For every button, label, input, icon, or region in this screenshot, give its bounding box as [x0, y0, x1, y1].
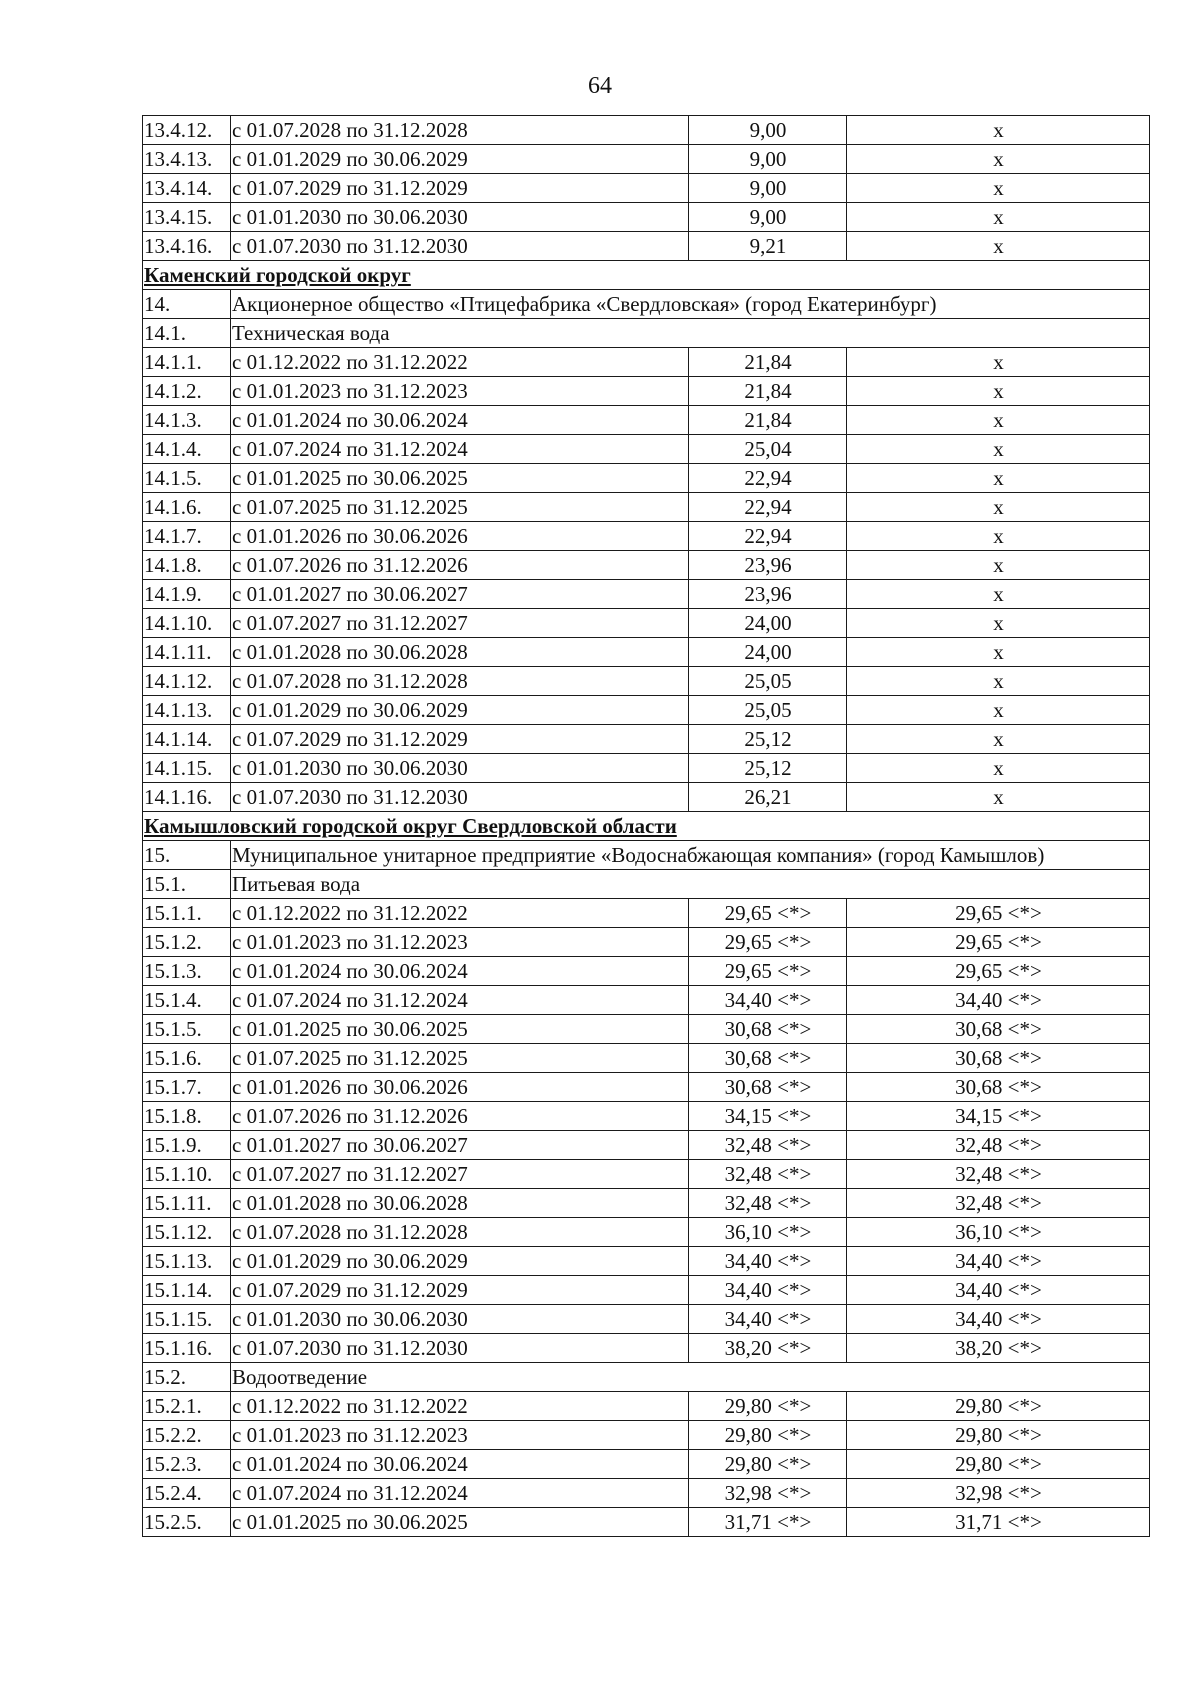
group-row	[143, 290, 1150, 319]
row-code: 15.1.9.	[143, 1131, 231, 1160]
table-row	[143, 1450, 1150, 1479]
row-code: 14.1.7.	[143, 522, 231, 551]
row-value-1: 9,00	[689, 116, 847, 145]
row-value-2: 34,15 <*>	[847, 1102, 1150, 1131]
table-row	[143, 551, 1150, 580]
row-value-1: 29,80 <*>	[689, 1421, 847, 1450]
row-value-2: х	[847, 377, 1150, 406]
row-period: с 01.07.2029 по 31.12.2029	[231, 174, 689, 203]
row-value-2: 29,65 <*>	[847, 899, 1150, 928]
table-row	[143, 1218, 1150, 1247]
row-value-2: х	[847, 406, 1150, 435]
row-value-1: 34,40 <*>	[689, 1276, 847, 1305]
row-value-1: 36,10 <*>	[689, 1218, 847, 1247]
row-code: 14.1.14.	[143, 725, 231, 754]
table-row	[143, 435, 1150, 464]
table-row	[143, 1421, 1150, 1450]
row-period: с 01.01.2030 по 30.06.2030	[231, 203, 689, 232]
row-code: 13.4.13.	[143, 145, 231, 174]
row-period: с 01.07.2025 по 31.12.2025	[231, 1044, 689, 1073]
row-code: 15.1.6.	[143, 1044, 231, 1073]
row-period: с 01.01.2026 по 30.06.2026	[231, 1073, 689, 1102]
group-code: 15.2.	[143, 1363, 231, 1392]
row-value-1: 29,65 <*>	[689, 957, 847, 986]
row-code: 13.4.16.	[143, 232, 231, 261]
row-code: 14.1.1.	[143, 348, 231, 377]
row-value-1: 38,20 <*>	[689, 1334, 847, 1363]
table-row	[143, 725, 1150, 754]
table-row	[143, 754, 1150, 783]
row-value-1: 21,84	[689, 348, 847, 377]
row-period: с 01.07.2030 по 31.12.2030	[231, 232, 689, 261]
table-row	[143, 1479, 1150, 1508]
group-title: Питьевая вода	[231, 870, 1150, 899]
row-value-2: 30,68 <*>	[847, 1044, 1150, 1073]
row-period: с 01.01.2030 по 30.06.2030	[231, 754, 689, 783]
row-value-1: 34,15 <*>	[689, 1102, 847, 1131]
group-title: Муниципальное унитарное предприятие «Водоснабжающая компания» (город Камышлов)	[231, 841, 1150, 870]
table-row	[143, 174, 1150, 203]
row-value-2: 29,80 <*>	[847, 1421, 1150, 1450]
row-value-2: х	[847, 580, 1150, 609]
row-value-2: 30,68 <*>	[847, 1073, 1150, 1102]
table-row	[143, 1305, 1150, 1334]
row-code: 14.1.4.	[143, 435, 231, 464]
row-value-2: 29,65 <*>	[847, 928, 1150, 957]
row-value-2: 30,68 <*>	[847, 1015, 1150, 1044]
row-value-1: 30,68 <*>	[689, 1073, 847, 1102]
row-period: с 01.01.2025 по 30.06.2025	[231, 1015, 689, 1044]
row-value-2: х	[847, 203, 1150, 232]
row-code: 13.4.15.	[143, 203, 231, 232]
row-period: с 01.07.2029 по 31.12.2029	[231, 1276, 689, 1305]
table-row	[143, 348, 1150, 377]
row-value-2: х	[847, 667, 1150, 696]
row-value-1: 24,00	[689, 638, 847, 667]
table-row	[143, 957, 1150, 986]
row-code: 15.1.10.	[143, 1160, 231, 1189]
row-value-1: 32,48 <*>	[689, 1131, 847, 1160]
row-period: с 01.12.2022 по 31.12.2022	[231, 1392, 689, 1421]
row-value-1: 25,05	[689, 696, 847, 725]
group-row	[143, 841, 1150, 870]
row-value-1: 29,65 <*>	[689, 899, 847, 928]
row-value-1: 23,96	[689, 580, 847, 609]
row-period: с 01.07.2028 по 31.12.2028	[231, 667, 689, 696]
row-value-1: 29,80 <*>	[689, 1392, 847, 1421]
group-row	[143, 319, 1150, 348]
section-heading-row	[143, 812, 1150, 841]
row-value-2: 32,48 <*>	[847, 1160, 1150, 1189]
row-code: 14.1.6.	[143, 493, 231, 522]
row-value-1: 32,48 <*>	[689, 1189, 847, 1218]
row-code: 15.2.5.	[143, 1508, 231, 1537]
row-code: 15.1.11.	[143, 1189, 231, 1218]
row-code: 15.1.15.	[143, 1305, 231, 1334]
row-code: 15.1.7.	[143, 1073, 231, 1102]
table-row	[143, 1160, 1150, 1189]
row-period: с 01.01.2029 по 30.06.2029	[231, 145, 689, 174]
row-code: 14.1.11.	[143, 638, 231, 667]
group-title: Водоотведение	[231, 1363, 1150, 1392]
row-value-2: х	[847, 522, 1150, 551]
group-code: 15.	[143, 841, 231, 870]
row-period: с 01.12.2022 по 31.12.2022	[231, 348, 689, 377]
table-row	[143, 406, 1150, 435]
row-value-2: 38,20 <*>	[847, 1334, 1150, 1363]
row-value-2: х	[847, 116, 1150, 145]
row-code: 15.1.4.	[143, 986, 231, 1015]
table-row	[143, 493, 1150, 522]
table-row	[143, 1044, 1150, 1073]
row-code: 13.4.12.	[143, 116, 231, 145]
row-period: с 01.07.2024 по 31.12.2024	[231, 986, 689, 1015]
row-code: 14.1.12.	[143, 667, 231, 696]
row-value-1: 9,00	[689, 145, 847, 174]
row-period: с 01.07.2028 по 31.12.2028	[231, 1218, 689, 1247]
row-period: с 01.01.2027 по 30.06.2027	[231, 580, 689, 609]
row-period: с 01.01.2024 по 30.06.2024	[231, 406, 689, 435]
row-value-2: 34,40 <*>	[847, 1247, 1150, 1276]
table-row	[143, 667, 1150, 696]
table-row	[143, 696, 1150, 725]
row-period: с 01.01.2029 по 30.06.2029	[231, 696, 689, 725]
row-value-1: 22,94	[689, 464, 847, 493]
row-code: 14.1.5.	[143, 464, 231, 493]
row-code: 15.1.2.	[143, 928, 231, 957]
row-code: 14.1.2.	[143, 377, 231, 406]
row-code: 15.2.1.	[143, 1392, 231, 1421]
row-value-2: х	[847, 609, 1150, 638]
row-value-1: 25,12	[689, 725, 847, 754]
row-period: с 01.01.2027 по 30.06.2027	[231, 1131, 689, 1160]
group-row	[143, 870, 1150, 899]
row-value-1: 21,84	[689, 377, 847, 406]
section-heading: Каменский городской округ	[143, 261, 1150, 290]
row-code: 14.1.16.	[143, 783, 231, 812]
row-value-1: 30,68 <*>	[689, 1015, 847, 1044]
row-code: 15.2.4.	[143, 1479, 231, 1508]
row-value-2: х	[847, 464, 1150, 493]
row-code: 15.1.14.	[143, 1276, 231, 1305]
table-row	[143, 986, 1150, 1015]
row-value-1: 32,48 <*>	[689, 1160, 847, 1189]
row-value-2: х	[847, 145, 1150, 174]
row-value-2: 34,40 <*>	[847, 1305, 1150, 1334]
row-code: 13.4.14.	[143, 174, 231, 203]
table-row	[143, 1247, 1150, 1276]
table-row	[143, 1276, 1150, 1305]
row-value-1: 9,00	[689, 203, 847, 232]
row-value-1: 22,94	[689, 522, 847, 551]
table-row	[143, 783, 1150, 812]
table-row	[143, 1131, 1150, 1160]
row-value-1: 31,71 <*>	[689, 1508, 847, 1537]
row-period: с 01.01.2030 по 30.06.2030	[231, 1305, 689, 1334]
row-period: с 01.07.2030 по 31.12.2030	[231, 783, 689, 812]
row-code: 15.1.13.	[143, 1247, 231, 1276]
row-value-1: 9,21	[689, 232, 847, 261]
row-value-1: 22,94	[689, 493, 847, 522]
row-value-2: х	[847, 725, 1150, 754]
row-value-2: 29,80 <*>	[847, 1450, 1150, 1479]
row-code: 15.1.12.	[143, 1218, 231, 1247]
row-value-2: х	[847, 696, 1150, 725]
row-period: с 01.01.2025 по 30.06.2025	[231, 464, 689, 493]
row-value-1: 29,80 <*>	[689, 1450, 847, 1479]
row-value-1: 23,96	[689, 551, 847, 580]
row-code: 15.1.1.	[143, 899, 231, 928]
table-row	[143, 928, 1150, 957]
row-value-1: 26,21	[689, 783, 847, 812]
row-code: 15.2.3.	[143, 1450, 231, 1479]
table-row	[143, 145, 1150, 174]
row-period: с 01.01.2028 по 30.06.2028	[231, 1189, 689, 1218]
row-code: 14.1.9.	[143, 580, 231, 609]
row-value-1: 25,04	[689, 435, 847, 464]
row-value-1: 24,00	[689, 609, 847, 638]
row-period: с 01.01.2028 по 30.06.2028	[231, 638, 689, 667]
row-period: с 01.07.2029 по 31.12.2029	[231, 725, 689, 754]
group-code: 15.1.	[143, 870, 231, 899]
row-period: с 01.01.2024 по 30.06.2024	[231, 1450, 689, 1479]
row-code: 14.1.8.	[143, 551, 231, 580]
group-title: Акционерное общество «Птицефабрика «Свердловская» (город Екатеринбург)	[231, 290, 1150, 319]
row-value-2: 29,65 <*>	[847, 957, 1150, 986]
row-value-1: 30,68 <*>	[689, 1044, 847, 1073]
row-value-2: х	[847, 638, 1150, 667]
row-value-1: 29,65 <*>	[689, 928, 847, 957]
row-code: 14.1.13.	[143, 696, 231, 725]
table-row	[143, 1189, 1150, 1218]
row-period: с 01.01.2026 по 30.06.2026	[231, 522, 689, 551]
row-value-2: х	[847, 754, 1150, 783]
row-value-1: 21,84	[689, 406, 847, 435]
group-code: 14.	[143, 290, 231, 319]
table-row	[143, 232, 1150, 261]
row-value-1: 25,12	[689, 754, 847, 783]
row-period: с 01.01.2023 по 31.12.2023	[231, 1421, 689, 1450]
table-row	[143, 1392, 1150, 1421]
row-value-2: 32,48 <*>	[847, 1131, 1150, 1160]
row-value-1: 34,40 <*>	[689, 1305, 847, 1334]
row-period: с 01.07.2026 по 31.12.2026	[231, 1102, 689, 1131]
table-row	[143, 1334, 1150, 1363]
row-period: с 01.07.2026 по 31.12.2026	[231, 551, 689, 580]
row-value-2: х	[847, 348, 1150, 377]
row-period: с 01.12.2022 по 31.12.2022	[231, 899, 689, 928]
row-period: с 01.01.2023 по 31.12.2023	[231, 928, 689, 957]
group-row	[143, 1363, 1150, 1392]
table-row	[143, 580, 1150, 609]
row-period: с 01.07.2027 по 31.12.2027	[231, 1160, 689, 1189]
table-row	[143, 899, 1150, 928]
table-row	[143, 1015, 1150, 1044]
group-code: 14.1.	[143, 319, 231, 348]
row-value-1: 32,98 <*>	[689, 1479, 847, 1508]
row-value-2: х	[847, 783, 1150, 812]
row-period: с 01.01.2025 по 30.06.2025	[231, 1508, 689, 1537]
table-row	[143, 1508, 1150, 1537]
row-value-2: 34,40 <*>	[847, 986, 1150, 1015]
table-row	[143, 638, 1150, 667]
row-code: 15.1.3.	[143, 957, 231, 986]
row-period: с 01.01.2023 по 31.12.2023	[231, 377, 689, 406]
row-code: 15.1.8.	[143, 1102, 231, 1131]
row-code: 14.1.15.	[143, 754, 231, 783]
section-heading: Камышловский городской округ Свердловской области	[143, 812, 1150, 841]
row-period: с 01.07.2027 по 31.12.2027	[231, 609, 689, 638]
row-code: 15.2.2.	[143, 1421, 231, 1450]
row-value-1: 34,40 <*>	[689, 1247, 847, 1276]
table-row	[143, 377, 1150, 406]
row-period: с 01.07.2024 по 31.12.2024	[231, 1479, 689, 1508]
row-value-1: 9,00	[689, 174, 847, 203]
row-value-2: х	[847, 435, 1150, 464]
row-value-2: 31,71 <*>	[847, 1508, 1150, 1537]
row-code: 15.1.16.	[143, 1334, 231, 1363]
row-value-2: 36,10 <*>	[847, 1218, 1150, 1247]
tariff-table	[142, 115, 1150, 1537]
row-value-1: 25,05	[689, 667, 847, 696]
section-heading-row	[143, 261, 1150, 290]
row-value-2: х	[847, 174, 1150, 203]
row-value-2: 34,40 <*>	[847, 1276, 1150, 1305]
row-period: с 01.07.2025 по 31.12.2025	[231, 493, 689, 522]
row-period: с 01.07.2024 по 31.12.2024	[231, 435, 689, 464]
table-row	[143, 1102, 1150, 1131]
table-row	[143, 203, 1150, 232]
tariff-table-body	[143, 116, 1150, 1537]
table-row	[143, 609, 1150, 638]
row-value-2: х	[847, 551, 1150, 580]
row-code: 14.1.10.	[143, 609, 231, 638]
row-value-1: 34,40 <*>	[689, 986, 847, 1015]
table-row	[143, 464, 1150, 493]
table-row	[143, 116, 1150, 145]
table-row	[143, 1073, 1150, 1102]
row-value-2: 32,98 <*>	[847, 1479, 1150, 1508]
row-period: с 01.01.2029 по 30.06.2029	[231, 1247, 689, 1276]
page-number: 64	[588, 73, 612, 99]
row-code: 15.1.5.	[143, 1015, 231, 1044]
row-period: с 01.07.2028 по 31.12.2028	[231, 116, 689, 145]
row-value-2: х	[847, 493, 1150, 522]
row-value-2: 32,48 <*>	[847, 1189, 1150, 1218]
group-title: Техническая вода	[231, 319, 1150, 348]
table-row	[143, 522, 1150, 551]
row-period: с 01.01.2024 по 30.06.2024	[231, 957, 689, 986]
row-code: 14.1.3.	[143, 406, 231, 435]
row-period: с 01.07.2030 по 31.12.2030	[231, 1334, 689, 1363]
row-value-2: х	[847, 232, 1150, 261]
row-value-2: 29,80 <*>	[847, 1392, 1150, 1421]
